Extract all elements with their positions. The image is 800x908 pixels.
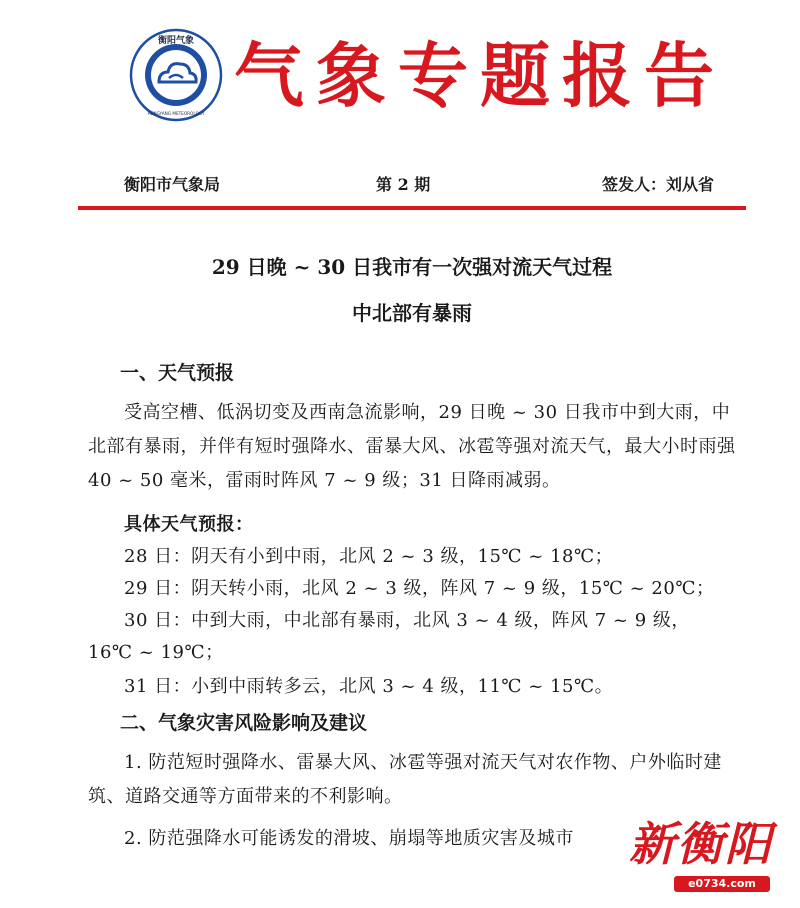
seal-text-top: 衡阳气象 — [157, 36, 195, 46]
forecast-day-30-temp: 16℃ ~ 19℃； — [88, 642, 224, 663]
section-1-title: 一、天气预报 — [120, 362, 235, 384]
headline-line-2: 中北部有暴雨 — [352, 301, 472, 325]
issue-number: 第 2 期 — [376, 175, 431, 194]
seal-text-bottom: HENGYANG METEOROLOGY — [147, 111, 205, 116]
issuer: 衡阳市气象局 — [124, 175, 221, 194]
watermark-brand: 新衡阳 — [629, 817, 773, 871]
section-1-paragraph: 受高空槽、低涡切变及西南急流影响，29 日晚 ~ 30 日我市中到大雨，中北部有暴雨，并伴有短时强降水、雷暴大风、冰雹等强对流天气，最大小时雨强 40 ~ 50 毫米，雷雨时阵风 7 ~ 9 级；31 日降雨减弱。 — [88, 402, 736, 491]
advice-item-1: 1. 防范短时强降水、雷暴大风、冰雹等强对流天气对农作物、户外临时建筑、道路交通等方面带来的不利影响。 — [88, 752, 722, 807]
forecast-day-29: 29 日：阴天转小雨，北风 2 ~ 3 级，阵风 7 ~ 9 级，15℃ ~ 20℃； — [124, 578, 715, 599]
meta-row — [78, 172, 746, 198]
forecast-day-28: 28 日：阴天有小到中雨，北风 2 ~ 3 级，15℃ ~ 18℃； — [124, 546, 614, 567]
signer: 签发人：刘从省 — [601, 175, 714, 194]
watermark-url: e0734.com — [674, 876, 770, 892]
masthead-title: 气象专题报告 — [234, 35, 726, 117]
red-divider — [78, 206, 746, 210]
site-watermark — [616, 814, 786, 894]
headline-line-1: 29 日晚 ~ 30 日我市有一次强对流天气过程 — [211, 255, 613, 279]
advice-item-2: 2. 防范强降水可能诱发的滑坡、崩塌等地质灾害及城市 — [124, 828, 574, 849]
section-2-title: 二、气象灾害风险影响及建议 — [120, 712, 368, 734]
forecast-day-30: 30 日：中到大雨，中北部有暴雨，北风 3 ~ 4 级，阵风 7 ~ 9 级， — [124, 610, 690, 631]
detail-forecast-title: 具体天气预报： — [124, 514, 254, 535]
forecast-day-31: 31 日：小到中雨转多云，北风 3 ~ 4 级，11℃ ~ 15℃。 — [124, 676, 614, 697]
meteorology-seal-logo — [129, 28, 223, 122]
